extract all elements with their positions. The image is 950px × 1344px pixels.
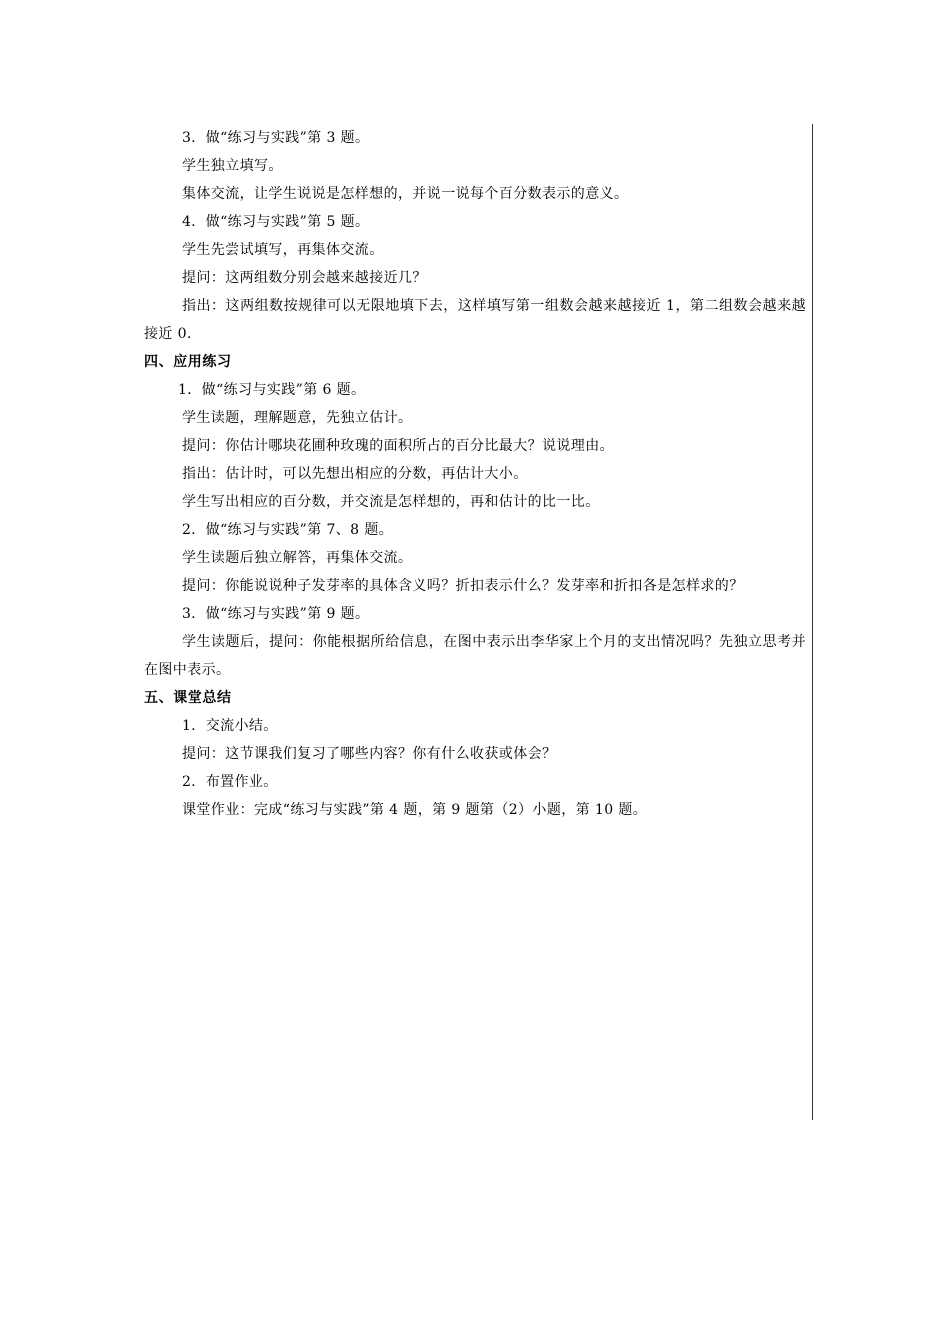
paragraph: 4．做“练习与实践”第 5 题。 (182, 214, 370, 230)
paragraph: 学生读题，理解题意，先独立估计。 (182, 410, 413, 426)
paragraph: 学生先尝试填写，再集体交流。 (182, 242, 384, 258)
paragraph: 学生读题后，提问：你能根据所给信息，在图中表示出李华家上个月的支出情况吗？先独立思考并在图中表示。 (144, 634, 806, 678)
paragraph: 学生写出相应的百分数，并交流是怎样想的，再和估计的比一比。 (182, 494, 600, 510)
section-heading-4: 四、应用练习 (144, 354, 232, 370)
lesson-content (144, 124, 806, 824)
paragraph: 提问：这节课我们复习了哪些内容？你有什么收获或体会？ (182, 746, 557, 762)
paragraph: 提问：你能说说种子发芽率的具体含义吗？折扣表示什么？发芽率和折扣各是怎样求的？ (182, 578, 744, 594)
section-heading-5: 五、课堂总结 (144, 690, 232, 706)
paragraph: 学生独立填写。 (182, 158, 283, 174)
paragraph: 指出：估计时，可以先想出相应的分数，再估计大小。 (182, 466, 528, 482)
paragraph: 指出：这两组数按规律可以无限地填下去，这样填写第一组数会越来越接近 1，第二组数会越来越接近 0. (144, 298, 806, 342)
paragraph: 3．做“练习与实践”第 9 题。 (182, 606, 370, 622)
table-right-border (812, 124, 813, 1120)
paragraph: 集体交流，让学生说说是怎样想的，并说一说每个百分数表示的意义。 (182, 186, 629, 202)
paragraph: 课堂作业：完成“练习与实践”第 4 题，第 9 题第（2）小题，第 10 题。 (182, 802, 648, 818)
paragraph: 3．做“练习与实践”第 3 题。 (182, 130, 370, 146)
paragraph: 1．做“练习与实践”第 6 题。 (178, 382, 366, 398)
paragraph: 提问：你估计哪块花圃种玫瑰的面积所占的百分比最大？说说理由。 (182, 438, 614, 454)
paragraph: 学生读题后独立解答，再集体交流。 (182, 550, 413, 566)
paragraph: 2．布置作业。 (182, 774, 278, 790)
paragraph: 提问：这两组数分别会越来越接近几？ (182, 270, 427, 286)
paragraph: 1．交流小结。 (182, 718, 278, 734)
paragraph: 2．做“练习与实践”第 7、8 题。 (182, 522, 394, 538)
